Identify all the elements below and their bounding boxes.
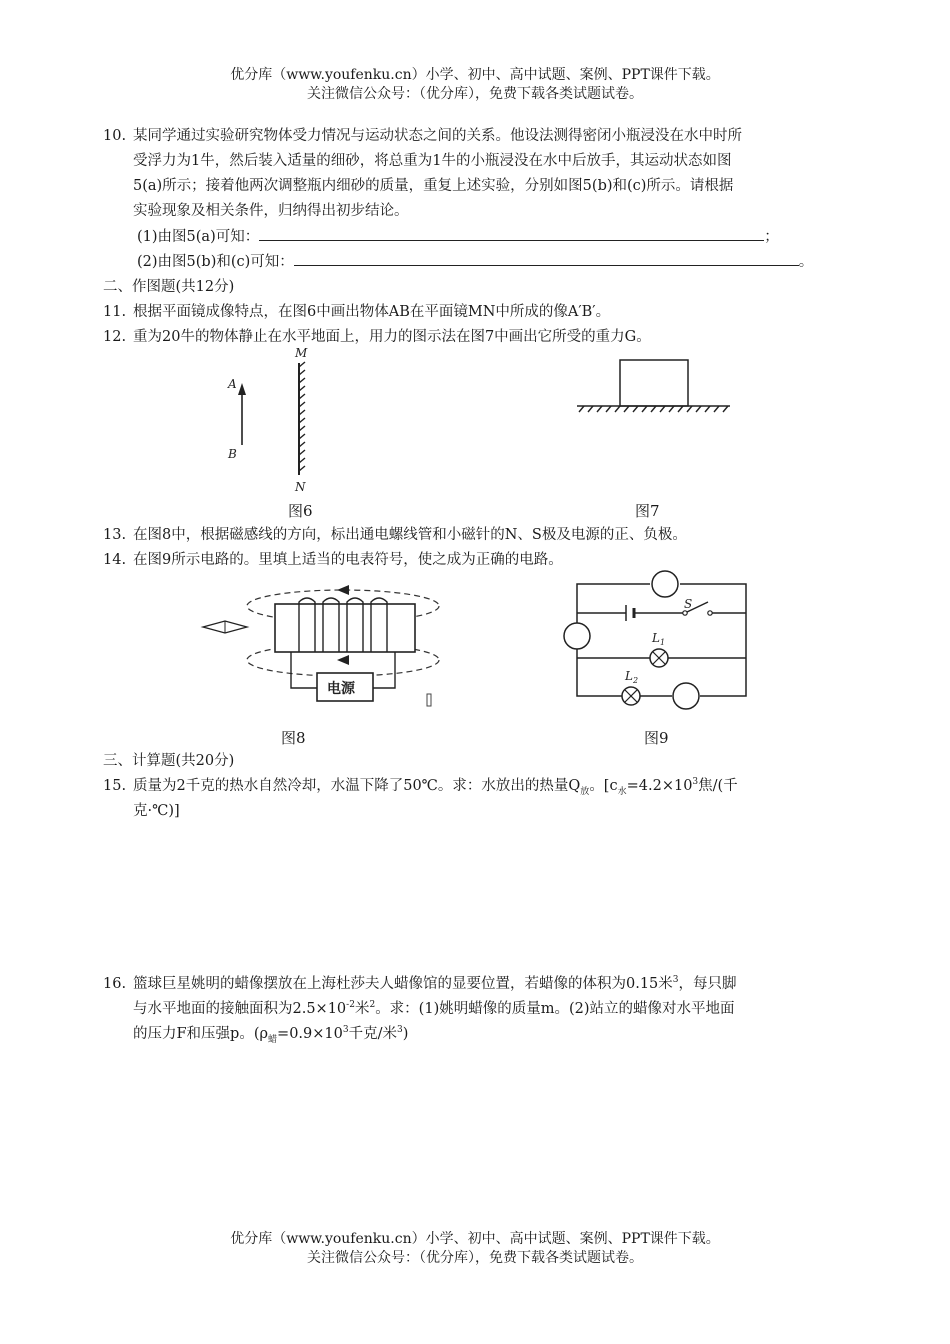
section-3-title: 三、计算题(共20分) [103,753,235,769]
fig6-label-n: N [295,480,306,494]
q10-text-2: 受浮力为1牛，然后装入适量的细砂，将总重为1牛的小瓶浸没在水中后放手，其运动状态如图 [133,153,732,169]
q16-text-3: 的压力F和压强p。($\rho_蜡=0.9\times 10^3$千克/米$^3$) [133,1025,409,1045]
figure-7 [575,358,735,418]
fig9-meter-bottom[interactable] [673,683,699,709]
fig8-edge-mark [427,694,431,706]
fig6-label-a: A [228,377,237,391]
fig9-switch-contact [708,611,712,615]
q11-number: 11. [103,304,127,320]
fig6-label-b: B [228,447,237,461]
fig6-label-m: M [295,346,308,360]
fig6-arrow-head [238,383,246,395]
fig8-field-arrow-top [337,585,349,595]
fig9-caption: 图9 [644,729,669,747]
q15-text-1: 质量为2千克的热水自然冷却，水温下降了50℃。求：水放出的热量$Q_放$。[$c_水=4.2\times 10^3$焦/(千 [133,777,738,797]
q10-sub-1-answer-blank[interactable] [259,226,764,241]
q10-number: 10. [103,128,127,144]
footer-line-1: 优分库（www.youfenku.cn）小学、初中、高中试题、案例、PPT课件下载。 [230,1231,720,1247]
q13-number: 13. [103,527,127,543]
q10-sub-2-end: 。 [798,254,814,270]
q10-text-4: 实验现象及相关条件，归纳得出初步结论。 [133,203,409,219]
q16-text-1: 篮球巨星姚明的蜡像摆放在上海杜莎夫人蜡像馆的显要位置，若蜡像的体积为0.15米$^3$，每只脚 [133,975,737,992]
figure-8 [195,580,445,715]
fig7-block [620,360,688,406]
header-line-1: 优分库（www.youfenku.cn）小学、初中、高中试题、案例、PPT课件下载。 [230,67,720,83]
q15-number: 15. [103,778,127,794]
fig9-label-s: S [684,597,693,611]
q14-text: 在图9所示电路的。里填上适当的电表符号，使之成为正确的电路。 [133,552,563,568]
page-header [0,66,950,104]
fig8-field-arrow-bottom [337,655,349,665]
fig8-wire-left [291,652,317,688]
fig8-solenoid-core [275,604,415,652]
fig8-wire-right [373,652,395,688]
section-2-title: 二、作图题(共12分) [103,279,235,295]
fig6-caption: 图6 [288,502,313,520]
header-line-2: 关注微信公众号：（优分库），免费下载各类试题试卷。 [307,86,643,102]
footer-line-2: 关注微信公众号：（优分库），免费下载各类试题试卷。 [307,1250,643,1266]
fig9-label-l1: $L_1$ [652,631,666,647]
figure-9 [560,568,760,703]
fig8-power-label: 电源 [327,681,355,697]
fig7-ground-hatching [579,406,728,412]
q10-sub-1-end: ； [764,229,779,245]
q15-text-2: 克·℃)] [133,803,180,819]
q12-number: 12. [103,329,127,345]
q13-text: 在图8中，根据磁感线的方向，标出通电螺线管和小磁针的N、S极及电源的正、负极。 [133,527,687,543]
q10-sub-2-label: (2)由图5(b)和(c)可知： [137,254,294,270]
fig7-caption: 图7 [635,502,660,520]
q14-number: 14. [103,552,127,568]
figure-6 [215,345,325,495]
q12-text: 重为20牛的物体静止在水平地面上，用力的图示法在图7中画出它所受的重力G。 [133,329,651,345]
fig9-meter-top[interactable] [652,571,678,597]
fig9-meter-left[interactable] [564,623,590,649]
page-footer [0,1230,950,1268]
q11-text: 根据平面镜成像特点，在图6中画出物体AB在平面镜MN中所成的像A′B′。 [133,304,611,320]
q16-text-2: 与水平地面的接触面积为$2.5\times 10^{-2}$米$^2$。求：(1)姚明蜡像的质量m。(2)站立的蜡像对水平地面 [133,1000,735,1017]
fig8-caption: 图8 [281,729,306,747]
q16-number: 16. [103,976,127,992]
q10-sub-2-answer-blank[interactable] [294,251,799,266]
q10-text-3: 5(a)所示；接着他两次调整瓶内细砂的质量，重复上述实验，分别如图5(b)和(c)所示。请根据 [133,178,734,194]
fig9-switch-pivot [683,611,687,615]
q10-sub-1-label: (1)由图5(a)可知： [137,229,260,245]
q10-text-1: 某同学通过实验研究物体受力情况与运动状态之间的关系。他设法测得密闭小瓶浸没在水中时所 [133,128,742,144]
fig9-label-l2: $L_2$ [625,669,639,685]
